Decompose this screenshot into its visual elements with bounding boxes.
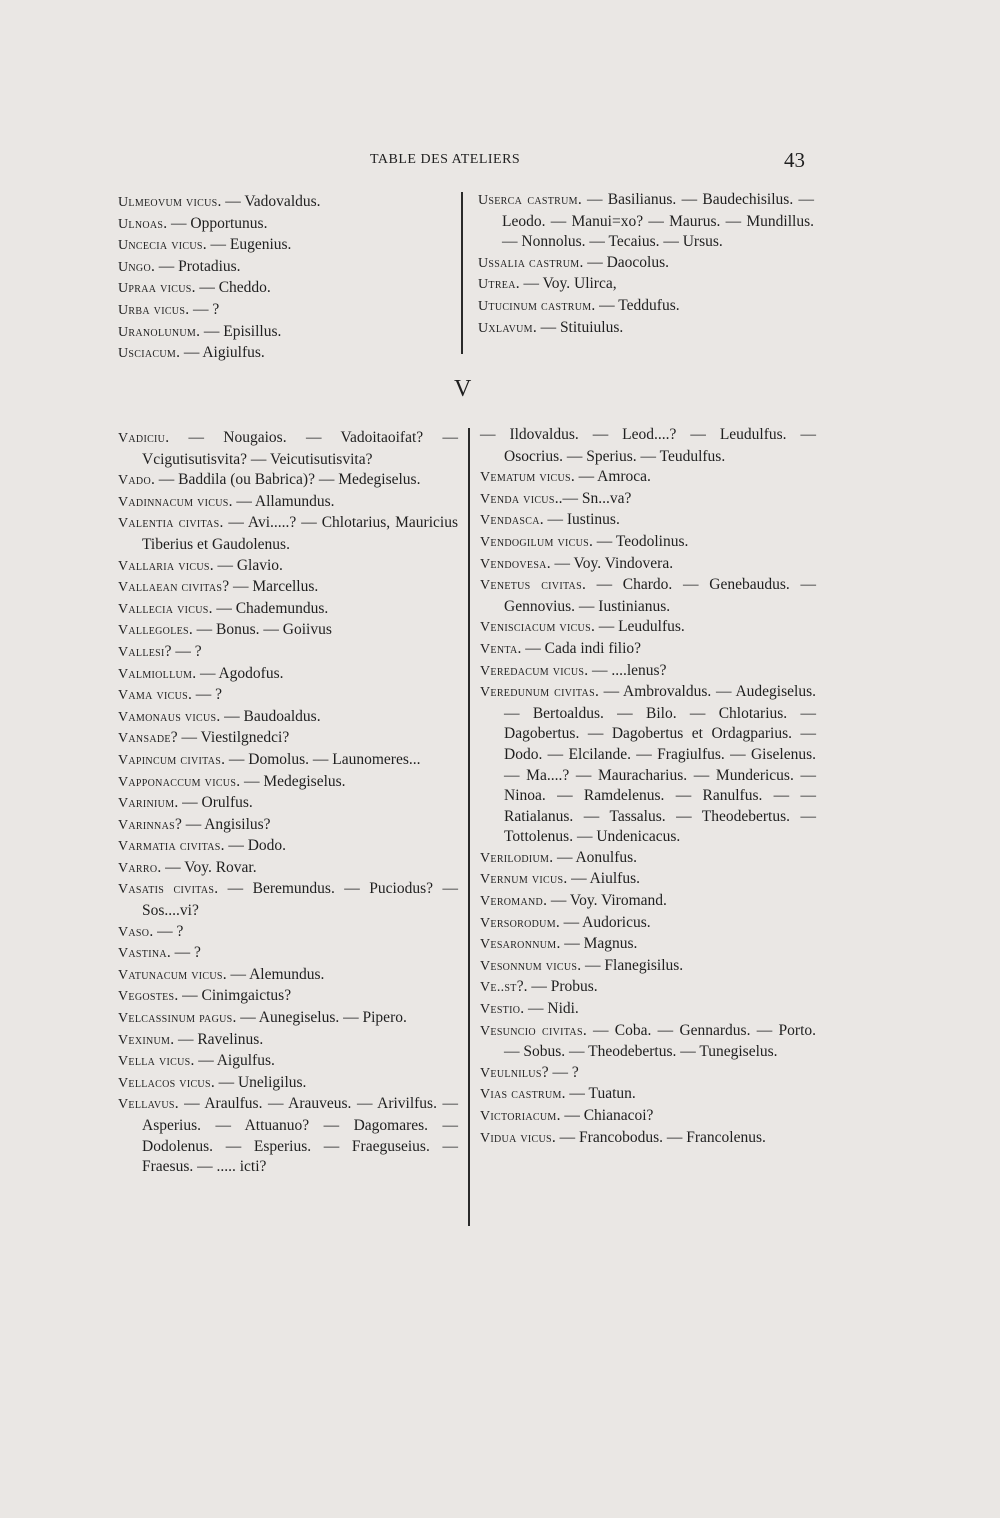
entry-placename: Verilodium <box>480 850 550 866</box>
entry-moneyers: . — Nidi. <box>520 1000 579 1018</box>
index-entry <box>118 428 458 470</box>
entry-moneyers: . — ? <box>149 922 184 940</box>
entry-moneyers: . — Episillus. <box>196 322 282 340</box>
column-top-right <box>478 190 814 339</box>
entry-moneyers: . — Francobodus. — Francolenus. <box>551 1128 766 1146</box>
index-entry <box>480 425 816 467</box>
index-entry <box>480 891 816 913</box>
index-entry <box>118 965 458 987</box>
index-entry <box>118 513 458 555</box>
entry-placename: Vella vicus <box>118 1054 191 1070</box>
index-entry <box>118 750 458 772</box>
index-entry <box>118 772 458 794</box>
index-entry <box>478 190 814 253</box>
entry-moneyers: . — Alemundus. <box>222 965 325 983</box>
index-entry <box>118 986 458 1008</box>
entry-placename: Vestio <box>480 1002 521 1018</box>
page-number: 43 <box>784 148 805 172</box>
index-entry <box>118 815 458 837</box>
index-entry <box>480 1084 816 1106</box>
index-entry <box>480 934 816 956</box>
entry-moneyers: . — Audoricus. <box>555 913 651 931</box>
index-entry <box>480 1063 816 1085</box>
index-entry <box>118 879 458 921</box>
column-divider-top <box>461 192 463 354</box>
index-entry <box>480 575 816 617</box>
index-entry <box>480 617 816 639</box>
entry-moneyers: . — Iustinus. <box>539 511 620 529</box>
index-entry <box>480 977 816 999</box>
entry-moneyers: — Ildovaldus. — Leod....? — Leudulfus. — Osocrius. — Sperius. — Teudulfus. <box>480 426 816 465</box>
index-entry <box>118 793 458 815</box>
entry-placename: Vamonaus vicus <box>118 709 217 725</box>
entry-moneyers: . — Cada indi filio? <box>517 639 642 657</box>
entry-moneyers: . — Voy. Vindovera. <box>546 554 674 572</box>
entry-moneyers: . — Stituiulus. <box>532 318 624 336</box>
entry-moneyers: . — Glavio. <box>209 556 283 574</box>
entry-moneyers: . — Teddufus. <box>591 296 680 314</box>
entry-moneyers: . — Cinimgaictus? <box>174 987 292 1005</box>
entry-moneyers: . — Araulfus. — Arauveus. — Arivilfus. — Asperius. — Attuanuo? — Dagomares. — Dodolenus. — Esperius. — Fraeguseius. — Fraesus. — ..... icti? <box>142 1095 458 1176</box>
entry-moneyers: . — Opportunus. <box>163 214 268 232</box>
index-entry <box>478 274 814 296</box>
entry-placename: Vadinnacum vicus <box>118 494 229 510</box>
entry-moneyers: . — Allamundus. <box>228 492 335 510</box>
index-entry <box>480 532 816 554</box>
entry-placename: Uncecia vicus <box>118 238 203 254</box>
index-entry <box>118 728 458 750</box>
entry-moneyers: . — Protadius. <box>150 257 241 275</box>
index-entry <box>118 214 456 236</box>
entry-moneyers: . — Aonulfus. <box>549 848 638 866</box>
index-entry <box>118 300 456 322</box>
entry-placename: Userca castrum <box>478 193 578 208</box>
entry-placename: Vasatis civitas <box>118 882 215 898</box>
index-entry <box>478 296 814 318</box>
entry-moneyers: . — Nougaios. — Vadoitaoifat? — Vcigutisutisvita? — Veicutisutisvita? <box>142 429 458 468</box>
entry-placename: Vidua vicus <box>480 1130 552 1146</box>
entry-placename: Varinnas <box>118 817 175 833</box>
entry-placename: Varmatia civitas <box>118 839 221 855</box>
index-entry <box>118 1073 458 1095</box>
index-entry <box>480 999 816 1021</box>
entry-placename: Vama vicus <box>118 688 188 704</box>
index-entry <box>118 235 456 257</box>
entry-placename: Vapponaccum vicus <box>118 774 237 790</box>
entry-placename: Versorodum <box>480 915 556 931</box>
entry-placename: Vegostes <box>118 989 175 1005</box>
index-entry <box>480 510 816 532</box>
entry-placename: Venda vicus <box>480 491 555 507</box>
entry-placename: Veulnilus <box>480 1065 542 1081</box>
entry-placename: Vaso <box>118 924 150 940</box>
entry-placename: Vesuncio civitas <box>480 1023 583 1039</box>
entry-placename: Vesaronnum <box>480 937 557 953</box>
running-title: TABLE DES ATELIERS <box>370 152 521 167</box>
entry-moneyers: . — Aiulfus. <box>563 870 640 888</box>
entry-placename: Vastina <box>118 946 167 962</box>
entry-moneyers: . — Amroca. <box>570 468 651 486</box>
entry-placename: Venta <box>480 641 518 657</box>
entry-placename: Utucinum castrum <box>478 298 592 314</box>
entry-placename: Vansade <box>118 731 171 747</box>
index-entry <box>480 554 816 576</box>
index-entry <box>480 1021 816 1063</box>
entry-placename: Vatunacum vicus <box>118 967 223 983</box>
index-entry <box>118 470 458 492</box>
entry-moneyers: . — Voy. Ulirca, <box>515 275 617 293</box>
index-entry <box>118 257 456 279</box>
index-entry <box>118 599 458 621</box>
entry-moneyers: . — Medegiselus. <box>236 772 346 790</box>
entry-moneyers: . — Baddila (ou Babrica)? — Medegiselus. <box>150 471 421 489</box>
entry-moneyers: . — Uneligilus. <box>210 1073 307 1091</box>
index-entry <box>480 1128 816 1150</box>
entry-placename: Vexinum <box>118 1032 171 1048</box>
index-entry <box>480 913 816 935</box>
entry-placename: Vematum vicus <box>480 470 571 486</box>
entry-placename: Vallecia vicus <box>118 601 209 617</box>
entry-moneyers: . — Chardo. — Genebaudus. — Gennovius. — Iustinianus. <box>504 576 816 615</box>
entry-moneyers: . — Dodo. <box>220 837 287 855</box>
entry-moneyers: . — Baudoaldus. <box>216 707 321 725</box>
index-entry <box>478 318 814 340</box>
entry-moneyers: . — Avi.....? — Chlotarius, Mauricius Tiberius et Gaudolenus. <box>142 514 458 553</box>
entry-placename: Veredacum vicus <box>480 663 585 679</box>
entry-placename: Velcassinum pagus <box>118 1011 233 1027</box>
entry-moneyers: . — Leudulfus. <box>590 618 685 636</box>
column-bottom-right <box>480 425 816 1149</box>
entry-moneyers: . — Agodofus. <box>192 664 284 682</box>
entry-placename: Ussalia castrum <box>478 255 580 271</box>
index-entry <box>480 467 816 489</box>
entry-moneyers: . — Vadovaldus. <box>217 193 321 210</box>
index-entry <box>118 343 456 365</box>
entry-moneyers: . — Daocolus. <box>579 253 670 271</box>
entry-moneyers: . — Flanegisilus. <box>577 956 684 974</box>
entry-moneyers: . — Tuatun. <box>561 1085 636 1103</box>
entry-placename: Utrea <box>478 277 516 293</box>
entry-placename: Ve..st <box>480 980 517 996</box>
entry-moneyers: . — ? <box>185 300 220 318</box>
column-top-left <box>118 192 456 365</box>
entry-placename: Ulmeovum vicus <box>118 195 218 210</box>
entry-placename: Vendasca <box>480 513 540 529</box>
entry-placename: Vernum vicus <box>480 872 564 888</box>
entry-moneyers: . — Aunegiselus. — Pipero. <box>232 1009 407 1027</box>
index-entry <box>480 848 816 870</box>
entry-moneyers: . — Eugenius. <box>202 236 292 254</box>
entry-placename: Urba vicus <box>118 302 186 318</box>
index-entry <box>118 836 458 858</box>
entry-placename: Vapincum civitas <box>118 752 222 768</box>
index-entry <box>118 1008 458 1030</box>
entry-placename: Upraa vicus <box>118 281 192 297</box>
index-entry <box>118 620 458 642</box>
entry-placename: Ulnoas <box>118 216 164 232</box>
index-entry <box>480 661 816 683</box>
entry-placename: Vallegoles <box>118 623 189 639</box>
index-entry <box>118 322 456 344</box>
entry-placename: Vallaean civitas <box>118 580 223 596</box>
index-entry <box>118 642 458 664</box>
index-entry <box>118 492 458 514</box>
entry-moneyers: . — ? <box>187 686 222 704</box>
index-entry <box>118 943 458 965</box>
entry-moneyers: . — Voy. Viromand. <box>543 892 667 910</box>
entry-placename: Venetus civitas <box>480 578 582 594</box>
entry-moneyers: ? — ? <box>541 1063 579 1081</box>
entry-placename: Uranolunum <box>118 324 197 340</box>
entry-moneyers: . — Voy. Rovar. <box>157 858 257 876</box>
entry-placename: Vallaria vicus <box>118 558 210 574</box>
index-entry <box>118 1094 458 1177</box>
entry-moneyers: . — Chianacoi? <box>556 1107 654 1124</box>
index-entry <box>118 556 458 578</box>
index-entry <box>118 1030 458 1052</box>
index-entry <box>118 664 458 686</box>
index-entry <box>118 685 458 707</box>
index-entry <box>480 682 816 848</box>
entry-moneyers: . — Domolus. — Launomeres... <box>221 750 421 768</box>
entry-placename: Uxlavum <box>478 320 533 336</box>
entry-moneyers: . — Beremundus. — Puciodus? — Sos....vi? <box>142 880 458 920</box>
entry-moneyers: ..— Sn...va? <box>554 489 632 507</box>
entry-placename: Varinium <box>118 796 175 812</box>
entry-placename: Valentia civitas <box>118 516 220 532</box>
entry-moneyers: . — Basilianus. — Baudechisilus. — Leodo. — Manui=xo? — Maurus. — Mundillus. — Nonnolus. — Tecaius. — Ursus. <box>502 191 815 251</box>
entry-moneyers: ?. — Probus. <box>516 978 598 996</box>
entry-moneyers: . — Orulfus. <box>174 794 253 812</box>
entry-moneyers: . — Magnus. <box>556 935 638 953</box>
entry-moneyers: . — Coba. — Gennardus. — Porto. — Sobus. — Theodebertus. — Tunegiselus. <box>504 1021 817 1061</box>
column-bottom-left <box>118 428 458 1178</box>
entry-placename: Varro <box>118 860 158 876</box>
entry-placename: Vadiciu <box>118 431 166 446</box>
index-entry <box>480 639 816 661</box>
entry-moneyers: . — ....lenus? <box>584 661 667 679</box>
entry-placename: Vellavus <box>118 1097 175 1113</box>
entry-placename: Victoriacum <box>480 1109 557 1124</box>
index-entry <box>118 922 458 944</box>
index-entry <box>118 707 458 729</box>
entry-moneyers: . — Aigulfus. <box>190 1052 275 1070</box>
index-entry <box>480 869 816 891</box>
index-entry <box>118 858 458 880</box>
entry-moneyers: ? — Angisilus? <box>174 815 271 833</box>
entry-moneyers: ? — ? <box>164 642 202 660</box>
entry-moneyers: . — Bonus. — Goiivus <box>188 621 332 639</box>
entry-placename: Usciacum <box>118 346 177 362</box>
entry-moneyers: . — Ravelinus. <box>170 1030 264 1048</box>
entry-moneyers: . — Teodolinus. <box>588 532 689 550</box>
entry-placename: Vallesi <box>118 644 165 660</box>
entry-placename: Veromand <box>480 894 544 910</box>
index-entry <box>118 577 458 599</box>
entry-moneyers: . — Aigiulfus. <box>176 344 265 362</box>
entry-placename: Ungo <box>118 259 151 275</box>
entry-placename: Vendovesa <box>480 556 547 572</box>
column-divider-bottom <box>468 428 470 1226</box>
entry-moneyers: ? — Viestilgnedci? <box>170 729 290 747</box>
entry-moneyers: ? — Marcellus. <box>222 578 319 596</box>
entry-moneyers: . — Ambrovaldus. — Audegiselus. — Bertoaldus. — Bilo. — Chlotarius. — Dagobertus. — Dagobertus et Ordagparius. — Dodo. — Elcilande. — Fragiulfus. — Giselenus. — Ma....? — Mauracharius. — Mundericus. — Ninoa. — Ramdelenus. — Ranulfus. — — Ratialanus. — Tassalus. — Theodebertus. — Tottolenus. — Undenicacus. <box>504 683 816 846</box>
index-entry <box>118 278 456 300</box>
entry-placename: Veredunum civitas <box>480 685 595 701</box>
entry-placename: Vias castrum <box>480 1087 562 1103</box>
entry-placename: Venisciacum vicus <box>480 620 591 636</box>
index-entry <box>478 253 814 275</box>
index-entry <box>480 489 816 511</box>
entry-moneyers: . — ? <box>166 944 201 962</box>
index-entry <box>480 1106 816 1128</box>
entry-placename: Vesonnum vicus <box>480 958 578 974</box>
index-entry <box>118 192 456 214</box>
index-entry <box>480 956 816 978</box>
entry-moneyers: . — Chademundus. <box>208 599 329 617</box>
section-letter: V <box>454 376 472 402</box>
entry-moneyers: . — Cheddo. <box>191 279 271 297</box>
entry-placename: Vado <box>118 473 151 489</box>
entry-placename: Vellacos vicus <box>118 1075 211 1091</box>
entry-placename: Vendogilum vicus <box>480 534 589 550</box>
index-entry <box>118 1051 458 1073</box>
entry-placename: Valmiollum <box>118 666 193 682</box>
